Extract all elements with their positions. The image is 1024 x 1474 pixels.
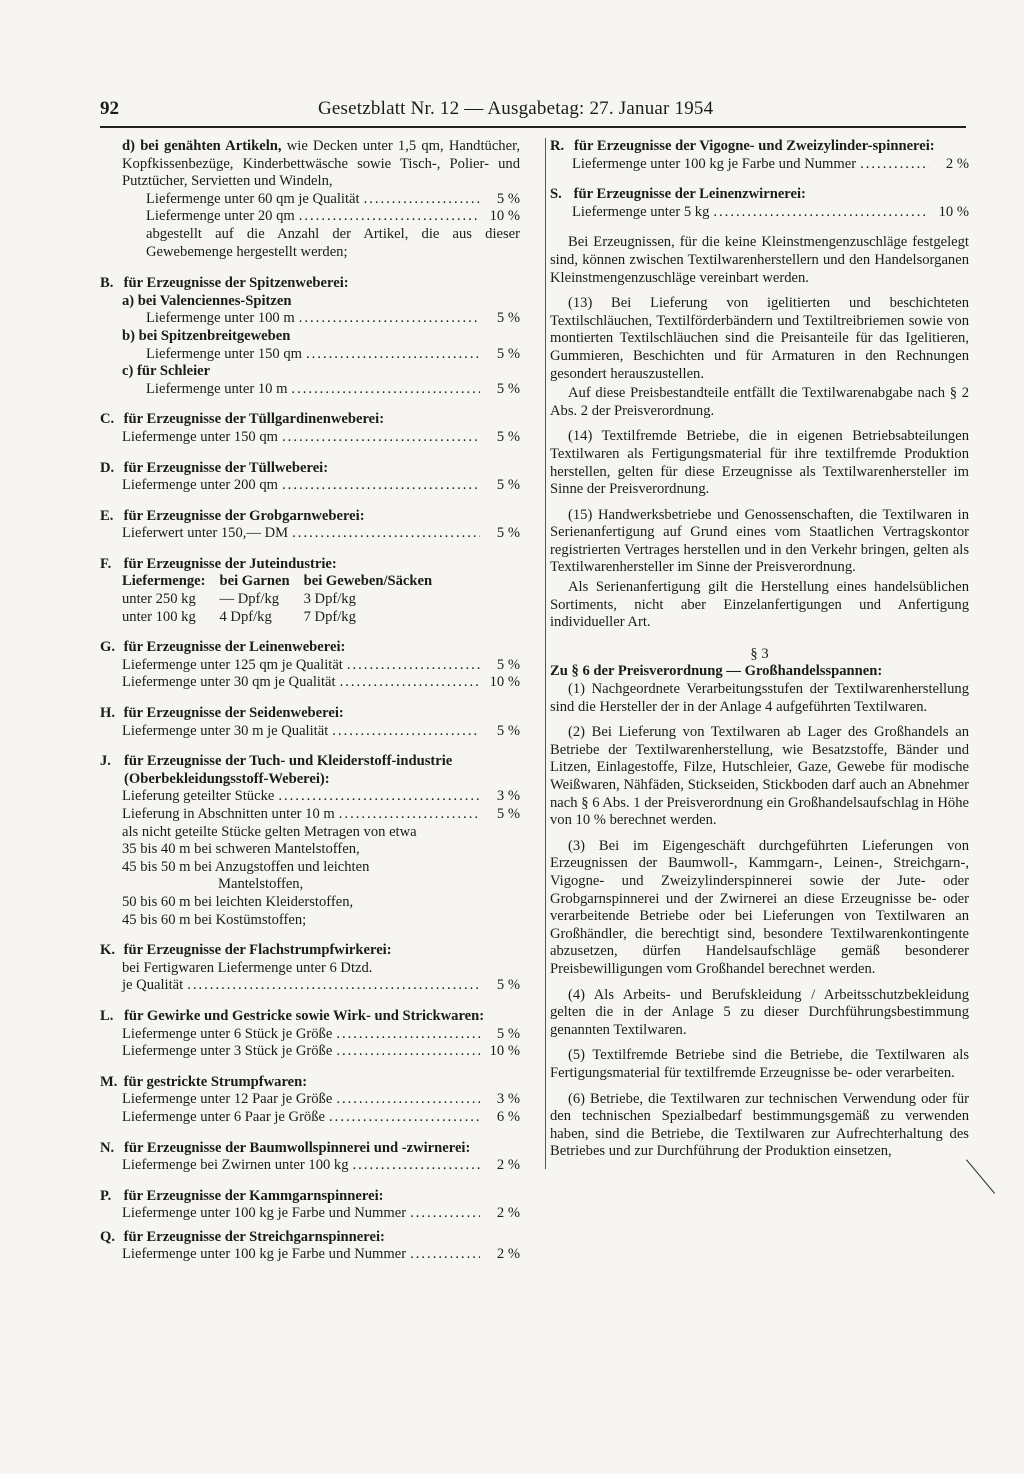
running-title: Gesetzblatt Nr. 12 — Ausgabetag: 27. Januar 1954 bbox=[318, 98, 714, 119]
section-D: D. für Erzeugnisse der Tüllweberei: Liefermenge unter 200 qm ..... 5 % bbox=[100, 460, 520, 495]
rate-line: Liefermenge unter 100 m ..... 5 % bbox=[100, 310, 520, 328]
table-row: unter 100 kg 4 Dpf/kg 7 Dpf/kg bbox=[122, 608, 356, 625]
paragraph-s6: (6) Betriebe, die Textilwaren zur technischen Verwendung oder für den technischen Spezialbedarf bestimmungsgemäß zu verwenden haben, sind die Betriebe, die Textilwaren zur Aufrechterhaltung des Betriebes und zur Durchführung der Produktion einsetzen, bbox=[550, 1090, 969, 1160]
rate-line: Liefermenge unter 100 kg je Farbe und Nummer ..... 2 % bbox=[100, 1205, 520, 1223]
section-d-heading: d) bei genähten Artikeln, bbox=[122, 138, 282, 154]
rate-line: Liefermenge unter 6 Paar je Größe ..... 6 % bbox=[100, 1109, 520, 1127]
paragraph: Als Serienanfertigung gilt die Herstellung eines handelsüblichen Sortiments, nicht aber Einzelanfertigungen und Anfertigung individueller Art. bbox=[550, 579, 969, 631]
paragraph: Auf diese Preisbestandteile entfällt die Textilwarenabgabe nach § 2 Abs. 2 der Preisverordnung. bbox=[550, 385, 969, 419]
section-B: B. für Erzeugnisse der Spitzenweberei: a) bei Valenciennes-Spitzen Liefermenge unter 100 m ..... 5 % b) bei Spitzenbreitgeweben Liefermenge unter 150 qm ..... 5 % c) für Schleier Liefermenge unter 10 m ..... 5 % bbox=[100, 275, 520, 398]
section-d bbox=[100, 138, 520, 261]
paragraph-14: (14) Textilfremde Betriebe, die in eigenen Betriebsabteilungen Textilwaren als Fertigungsmaterial für ihre textilfremde Produktion herstellen, gelten für diese Erzeugnisse als Textilwarenhersteller im Sinne der Preisverordnung. bbox=[550, 428, 969, 498]
section-G: G. für Erzeugnisse der Leinenweberei: Liefermenge unter 125 qm je Qualität ..... 5 % Liefermenge unter 30 qm je Qualität ..... 10 % bbox=[100, 639, 520, 692]
rate-line: Liefermenge unter 125 qm je Qualität ..... 5 % bbox=[100, 657, 520, 675]
section-E: E. für Erzeugnisse der Grobgarnweberei: Lieferwert unter 150,— DM ..... 5 % bbox=[100, 508, 520, 543]
paragraph-13: (13) Bei Lieferung von igelitierten und beschichteten Textilschläuchen, Textilförderbändern und Textiltreibriemen sowie von montierten Textilschläuchen sind die Preisanteile für das Igelitieren, Gummieren, Beschichten und für Armaturen in den Rechnungen gesondert herauszustellen. bbox=[550, 295, 969, 382]
section-K: K. für Erzeugnisse der Flachstrumpfwirkerei: bei Fertigwaren Liefermenge unter 6 Dtzd. je Qualität ..... 5 % bbox=[100, 942, 520, 995]
section-title: Zu § 6 der Preisverordnung — Großhandelsspannen: bbox=[550, 663, 883, 680]
rate-line: Liefermenge unter 60 qm je Qualität ..... 5 % bbox=[146, 191, 520, 209]
page-number: 92 bbox=[100, 98, 119, 119]
rate-line: Liefermenge unter 3 Stück je Größe ..... 10 % bbox=[100, 1043, 520, 1061]
rate-line: Liefermenge unter 20 qm ..... 10 % bbox=[146, 208, 520, 226]
rate-line: Liefermenge unter 100 kg je Farbe und Nummer ..... 2 % bbox=[100, 1246, 520, 1264]
section-L: L. für Gewirke und Gestricke sowie Wirk- und Strickwaren: Liefermenge unter 6 Stück je Größe ..... 5 % Liefermenge unter 3 Stück je Größe ..... 10 % bbox=[100, 1008, 520, 1061]
rate-line: Liefermenge unter 30 m je Qualität ..... 5 % bbox=[100, 723, 520, 741]
section-S: S. für Erzeugnisse der Leinenzwirnerei: Liefermenge unter 5 kg ..... 10 % bbox=[550, 186, 969, 221]
rate-line: je Qualität ..... 5 % bbox=[100, 977, 520, 995]
rate-line: Liefermenge unter 6 Stück je Größe ..... 5 % bbox=[100, 1026, 520, 1044]
rate-line: Liefermenge unter 150 qm ..... 5 % bbox=[100, 429, 520, 447]
section-F: F. für Erzeugnisse der Juteindustrie: Liefermenge: bei Garnen bei Geweben/Säcken unter 250 kg — Dpf/kg 3 Dpf/kg unter 100 kg 4 Dpf/kg 7 Dpf/kg bbox=[100, 556, 520, 626]
rate-line: Lieferung in Abschnitten unter 10 m ..... 5 % bbox=[100, 806, 520, 824]
rate-line: Liefermenge bei Zwirnen unter 100 kg ..... 2 % bbox=[100, 1157, 520, 1175]
rate-line: Liefermenge unter 150 qm ..... 5 % bbox=[100, 346, 520, 364]
paragraph-s4: (4) Als Arbeits- und Berufskleidung / Arbeitsschutzbekleidung gelten die in der Anlage 5 zu dieser Durchführungsbestimmung genannten Textilwaren. bbox=[550, 986, 969, 1038]
section-P: P. für Erzeugnisse der Kammgarnspinnerei: Liefermenge unter 100 kg je Farbe und Nummer ..... 2 % bbox=[100, 1188, 520, 1223]
section-d-tail: abgestellt auf die Anzahl der Artikel, die aus dieser Gewebemenge hergestellt werden; bbox=[146, 225, 520, 260]
section-d-text: wie Decken unter 1,5 qm, Handtücher, Kopfkissenbezüge, Kinderbettwäsche sowie Tisch-, Polier- und Putztücher, Servietten und Windeln, bbox=[122, 138, 521, 190]
rate-line: Lieferung geteilter Stücke ..... 3 % bbox=[100, 788, 520, 806]
rate-line: Liefermenge unter 12 Paar je Größe ..... 3 % bbox=[100, 1091, 520, 1109]
section-J: J. für Erzeugnisse der Tuch- und Kleiderstoff-industrie (Oberbekleidungsstoff-Weberei): Lieferung geteilter Stücke ..... 3 % Lieferung in Abschnitten unter 10 m ..... 5 % als nicht geteilte Stücke gelten Metragen von etwa 35 bis 40 m bei schweren Mantelstoffen, 45 bis 50 m bei Anzugstoffen und leichten Mantelstoffen, 50 bis 60 m bei leichten Kleiderstoffen, 45 bis 60 m bei Kostümstoffen; bbox=[100, 753, 520, 929]
section-M: M. für gestrickte Strumpfwaren: Liefermenge unter 12 Paar je Größe ..... 3 % Liefermenge unter 6 Paar je Größe ..... 6 % bbox=[100, 1074, 520, 1127]
paragraph: Bei Erzeugnissen, für die keine Kleinstmengenzuschläge festgelegt sind, können zwischen Textilwarenherstellern und den Handelsorganen Kleinstmengenzuschläge vereinbart werden. bbox=[550, 234, 969, 286]
margin-mark bbox=[966, 1159, 995, 1193]
paragraph-s2: (2) Bei Lieferung von Textilwaren ab Lager des Großhandels an Betriebe der Textilwarenherstellung, wie Besatzstoffe, Bänder und Litzen, Einlagestoffe, Filze, Hutschleier, Gaze, Gewebe für modische Weißwaren, Nähfäden, Stickseiden, Stickboden darf auch an Abnehmer nach § 6 Abs. 1 der Preisverordnung ein Großhandelsaufschlag in Höhe von 10 % berechnet werden. bbox=[550, 724, 969, 829]
table-row: unter 250 kg — Dpf/kg 3 Dpf/kg bbox=[122, 591, 356, 608]
section-R: R. für Erzeugnisse der Vigogne- und Zweizylinder-spinnerei: Liefermenge unter 100 kg je Farbe und Nummer ..... 2 % bbox=[550, 138, 969, 173]
rate-line: Liefermenge unter 10 m ..... 5 % bbox=[100, 381, 520, 399]
section-C: C. für Erzeugnisse der Tüllgardinenweberei: Liefermenge unter 150 qm ..... 5 % bbox=[100, 411, 520, 446]
rate-line: Liefermenge unter 200 qm ..... 5 % bbox=[100, 477, 520, 495]
rate-line: Liefermenge unter 5 kg ..... 10 % bbox=[550, 204, 969, 222]
jute-rate-table bbox=[122, 573, 446, 626]
left-column bbox=[100, 138, 520, 1277]
right-column bbox=[545, 138, 969, 1169]
paragraph-s5: (5) Textilfremde Betriebe sind die Betriebe, die Textilwaren als Fertigungsmaterial für textilfremde Erzeugnisse be- oder verarbeiten. bbox=[550, 1047, 969, 1081]
section-H: H. für Erzeugnisse der Seidenweberei: Liefermenge unter 30 m je Qualität ..... 5 % bbox=[100, 705, 520, 740]
rate-line: Liefermenge unter 100 kg je Farbe und Nummer ..... 2 % bbox=[550, 156, 969, 174]
paragraph-s1: (1) Nachgeordnete Verarbeitungsstufen der Textilwarenherstellung sind die Hersteller der in der Anlage 4 aufgeführten Textilwaren. bbox=[550, 681, 969, 715]
paragraph-s3: (3) Bei im Eigengeschäft durchgeführten Lieferungen von Erzeugnissen der Baumwoll-, Kammgarn-, Leinen-, Streichgarn-, Vigogne- und Zweizylinderspinnerei sowie der Jute- oder Grobgarnspinnerei und der Zwirnerei an diese Erzeugnisse be- oder verarbeitende Betriebe oder bei Lieferungen von Textilwaren an Großhändler, die berechtigt sind, besondere Textilwarenkontingente abzusetzen, dürfen Handelsaufschläge gemäß besonderer Preisbewilligungen vom Großhandel berechnet werden. bbox=[550, 837, 969, 977]
table-header-row: Liefermenge: bei Garnen bei Geweben/Säcken bbox=[122, 573, 433, 590]
rate-line: Liefermenge unter 30 qm je Qualität ..... 10 % bbox=[100, 674, 520, 692]
page-header bbox=[100, 98, 966, 128]
paragraph-15: (15) Handwerksbetriebe und Genossenschaften, die Textilwaren in Serienanfertigung auf Grund eines vom Staatlichen Vertragskontor registrierten Vertrages herstellen und in den Verkehr bringen, gelten als Textilwarenhersteller im Sinne der Preisverordnung. bbox=[550, 506, 969, 576]
section-number: § 3 bbox=[750, 645, 769, 662]
rate-line: Lieferwert unter 150,— DM ..... 5 % bbox=[100, 525, 520, 543]
section-N: N. für Erzeugnisse der Baumwollspinnerei und -zwirnerei: Liefermenge bei Zwirnen unter 100 kg ..... 2 % bbox=[100, 1140, 520, 1175]
section-Q: Q. für Erzeugnisse der Streichgarnspinnerei: Liefermenge unter 100 kg je Farbe und Nummer ..... 2 % bbox=[100, 1229, 520, 1264]
